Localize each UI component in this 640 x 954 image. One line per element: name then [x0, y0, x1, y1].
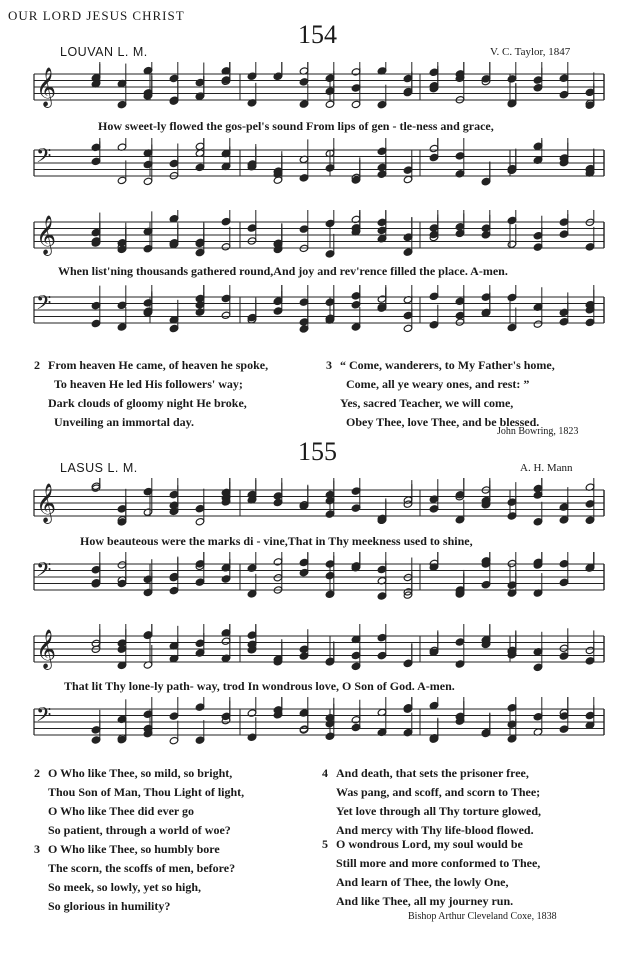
verse-line: And like Thee, all my journey run. — [336, 894, 514, 908]
verse-number: 2 — [34, 358, 40, 372]
treble-clef-icon: 𝄞 — [36, 215, 57, 255]
music-staff-154-treble-1 — [0, 62, 640, 120]
treble-clef-icon: 𝄞 — [36, 483, 57, 523]
verse-line: O Who like Thee, so mild, so bright, — [48, 766, 233, 780]
verse-line: Still more and more conformed to Thee, — [336, 856, 541, 870]
music-staff-155-treble-2 — [0, 624, 640, 682]
composer-154: V. C. Taylor, 1847 — [490, 46, 571, 58]
verse-line: Yes, sacred Teacher, we will come, — [340, 396, 514, 410]
verse-number: 3 — [326, 358, 332, 372]
verse-line: So patient, through a world of woe? — [48, 823, 231, 837]
verse-line: To heaven He led His followers' way; — [54, 377, 243, 391]
verse-line: From heaven He came, of heaven he spoke, — [48, 358, 269, 372]
verse-line: And death, that sets the prisoner free, — [336, 766, 529, 780]
hymn-number-155: 155 — [298, 437, 337, 466]
tune-name-154: LOUVAN L. M. — [60, 45, 148, 59]
verse-155-5 — [322, 835, 540, 911]
author-154: John Bowring, 1823 — [497, 426, 579, 437]
bass-clef-icon: 𝄢 — [36, 291, 52, 319]
treble-clef-icon: 𝄞 — [36, 67, 57, 107]
verse-line: O Who like Thee, so humbly bore — [48, 842, 220, 856]
verse-line: Thou Son of Man, Thou Light of light, — [48, 785, 245, 799]
verse-line: And learn of Thee, the lowly One, — [336, 875, 509, 889]
verse-155-3 — [34, 840, 235, 916]
verse-line: So meek, so lowly, yet so high, — [48, 880, 202, 894]
verse-number: 3 — [34, 842, 40, 856]
music-staff-154-bass-2 — [0, 285, 640, 347]
hymn-number-154: 154 — [298, 20, 337, 49]
verse-line: Obey Thee, love Thee, and be blessed. — [346, 415, 540, 429]
lyric-154-line-1: How sweet-ly flowed the gos-pel's sound From lips of gen - tle-ness and grace, — [98, 119, 494, 133]
composer-155: A. H. Mann — [520, 462, 573, 474]
bass-clef-icon: 𝄢 — [36, 144, 52, 172]
music-staff-155-treble-1 — [0, 478, 640, 536]
lyric-154-line-2: When list'ning thousands gathered round,And joy and rev'rence filled the place. A-men. — [58, 264, 508, 278]
tune-name-155: LASUS L. M. — [60, 461, 138, 475]
treble-clef-icon: 𝄞 — [36, 629, 57, 669]
lyric-155-line-2: That lit Thy lone-ly path- way, trod In wondrous love, O Son of God. A-men. — [64, 679, 455, 693]
verse-number: 4 — [322, 766, 328, 780]
verse-line: Unveiling an immortal day. — [54, 415, 195, 429]
verse-line: “ Come, wanderers, to My Father's home, — [340, 358, 555, 372]
verse-155-4 — [322, 764, 541, 840]
verse-line: So glorious in humility? — [48, 899, 171, 913]
verse-number: 5 — [322, 837, 328, 851]
verse-line: The scorn, the scoffs of men, before? — [48, 861, 236, 875]
verse-line: Dark clouds of gloomy night He broke, — [48, 396, 247, 410]
verse-154-2 — [34, 356, 268, 432]
verse-155-2 — [34, 764, 244, 840]
verse-line: Come, all ye weary ones, and rest: ” — [346, 377, 530, 391]
verse-154-3 — [326, 356, 555, 432]
bass-clef-icon: 𝄢 — [36, 703, 52, 731]
verse-line: O wondrous Lord, my soul would be — [336, 837, 523, 851]
verse-number: 2 — [34, 766, 40, 780]
verse-line: Was pang, and scoff, and scorn to Thee; — [336, 785, 541, 799]
bass-clef-icon: 𝄢 — [36, 558, 52, 586]
verse-line: Yet love through all Thy torture glowed, — [336, 804, 542, 818]
lyric-155-line-1: How beauteous were the marks di - vine,That in Thy meekness used to shine, — [80, 534, 473, 548]
verse-line: And mercy with Thy life-blood flowed. — [336, 823, 534, 837]
author-155: Bishop Arthur Cleveland Coxe, 1838 — [408, 911, 557, 922]
running-head: OUR LORD JESUS CHRIST — [8, 8, 185, 23]
music-staff-155-bass-2 — [0, 697, 640, 759]
music-staff-155-bass-1 — [0, 552, 640, 614]
verse-line: O Who like Thee did ever go — [48, 804, 195, 818]
music-staff-154-bass-1 — [0, 138, 640, 200]
music-staff-154-treble-2 — [0, 210, 640, 268]
